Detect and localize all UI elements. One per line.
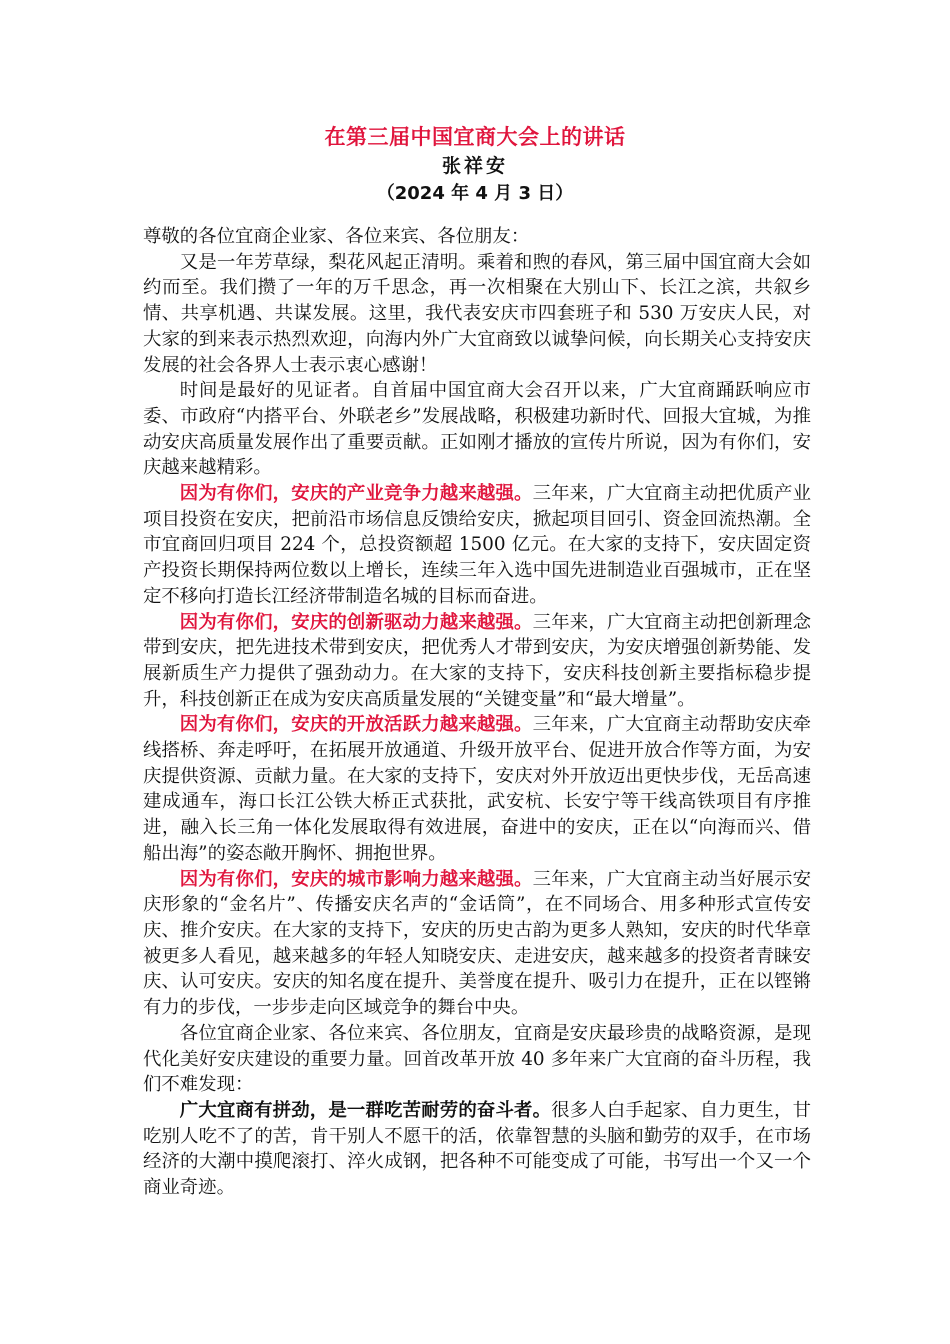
paragraph-text: 三年来，广大宜商主动把优质产业项目投资在安庆，把前沿市场信息反馈给安庆，掀起项目回引、资金回流热潮。全市宜商回归项目 224 个，总投资额超 1500 亿元。在大家的支持下，安庆固定资产投资长期保持两位数以上增长，连续三年入选中国先进制造业百强城市，正在坚定不移向打造长江经济带制造名城的目标而奋进。 [143, 483, 811, 607]
bold-heading: 广大宜商有拼劲，是一群吃苦耐劳的奋斗者。 [179, 1099, 552, 1121]
highlight-heading: 因为有你们，安庆的产业竞争力越来越强。 [179, 483, 533, 505]
document-date: （2024 年 4 月 3 日） [376, 183, 574, 204]
paragraph-text: 三年来，广大宜商主动把创新理念带到安庆，把先进技术带到安庆，把优秀人才带到安庆，为安庆增强创新势能、发展新质生产力提供了强劲动力。在大家的支持下，安庆科技创新主要指标稳步提升，科技创新正在成为安庆高质量发展的“关键变量”和“最大增量”。 [143, 611, 811, 710]
document-header [0, 122, 950, 208]
paragraph [143, 378, 811, 481]
paragraph [143, 610, 811, 713]
paragraph-text: 时间是最好的见证者。自首届中国宜商大会召开以来，广大宜商踊跃响应市委、市政府“内搭平台、外联老乡”发展战略，积极建功新时代、回报大宜城，为推动安庆高质量发展作出了重要贡献。正如刚才播放的宣传片所说，因为有你们，安庆越来越精彩。 [143, 380, 811, 479]
highlight-heading: 因为有你们，安庆的开放活跃力越来越强。 [179, 714, 533, 736]
document-author: 张祥安 [441, 155, 508, 177]
paragraph-text: 三年来，广大宜商主动当好展示安庆形象的“金名片”、传播安庆名声的“金话筒”，在不同场合、用多种形式宣传安庆、推介安庆。在大家的支持下，安庆的历史古韵为更多人熟知，安庆的时代华章被更多人看见，越来越多的年轻人知晓安庆、走进安庆，越来越多的投资者青睐安庆、认可安庆。安庆的知名度在提升、美誉度在提升、吸引力在提升，正在以铿锵有力的步伐，一步步走向区域竞争的舞台中央。 [143, 868, 811, 1019]
highlight-heading: 因为有你们，安庆的创新驱动力越来越强。 [179, 611, 533, 633]
document-title: 在第三届中国宜商大会上的讲话 [324, 125, 626, 149]
document-body [143, 224, 811, 1201]
paragraph-text: 三年来，广大宜商主动帮助安庆牵线搭桥、奔走呼吁，在拓展开放通道、升级开放平台、促进开放合作等方面，为安庆提供资源、贡献力量。在大家的支持下，安庆对外开放迈出更快步伐，无岳高速建成通车，海口长江公铁大桥正式获批，武安杭、长安宁等干线高铁项目有序推进，融入长三角一体化发展取得有效进展，奋进中的安庆，正在以“向海而兴、借船出海”的姿态敞开胸怀、拥抱世界。 [143, 714, 811, 864]
paragraph-text: 各位宜商企业家、各位来宾、各位朋友，宜商是安庆最珍贵的战略资源，是现代化美好安庆建设的重要力量。回首改革开放 40 多年来广大宜商的奋斗历程，我们不难发现： [143, 1022, 811, 1096]
paragraph [143, 1021, 811, 1098]
paragraph-text: 很多人白手起家、自力更生，甘吃别人吃不了的苦，肯干别人不愿干的活，依靠智慧的头脑和勤劳的双手，在市场经济的大潮中摸爬滚打、淬火成钢，把各种不可能变成了可能，书写出一个又一个商业奇迹。 [143, 1099, 811, 1199]
paragraph [143, 1098, 811, 1201]
highlight-heading: 因为有你们，安庆的城市影响力越来越强。 [179, 868, 533, 890]
paragraph [143, 867, 811, 1021]
salutation: 尊敬的各位宜商企业家、各位来宾、各位朋友： [143, 226, 530, 247]
paragraph [143, 712, 811, 866]
paragraph [143, 481, 811, 610]
paragraph [143, 250, 811, 379]
paragraph-text: 又是一年芳草绿，梨花风起正清明。乘着和煦的春风，第三届中国宜商大会如约而至。我们攒了一年的万千思念，再一次相聚在大别山下、长江之滨，共叙乡情、共享机遇、共谋发展。这里，我代表安庆市四套班子和 530 万安庆人民，对大家的到来表示热烈欢迎，向海内外广大宜商致以诚挚问候，向长期关心支持安庆发展的社会各界人士表示衷心感谢！ [143, 251, 811, 376]
